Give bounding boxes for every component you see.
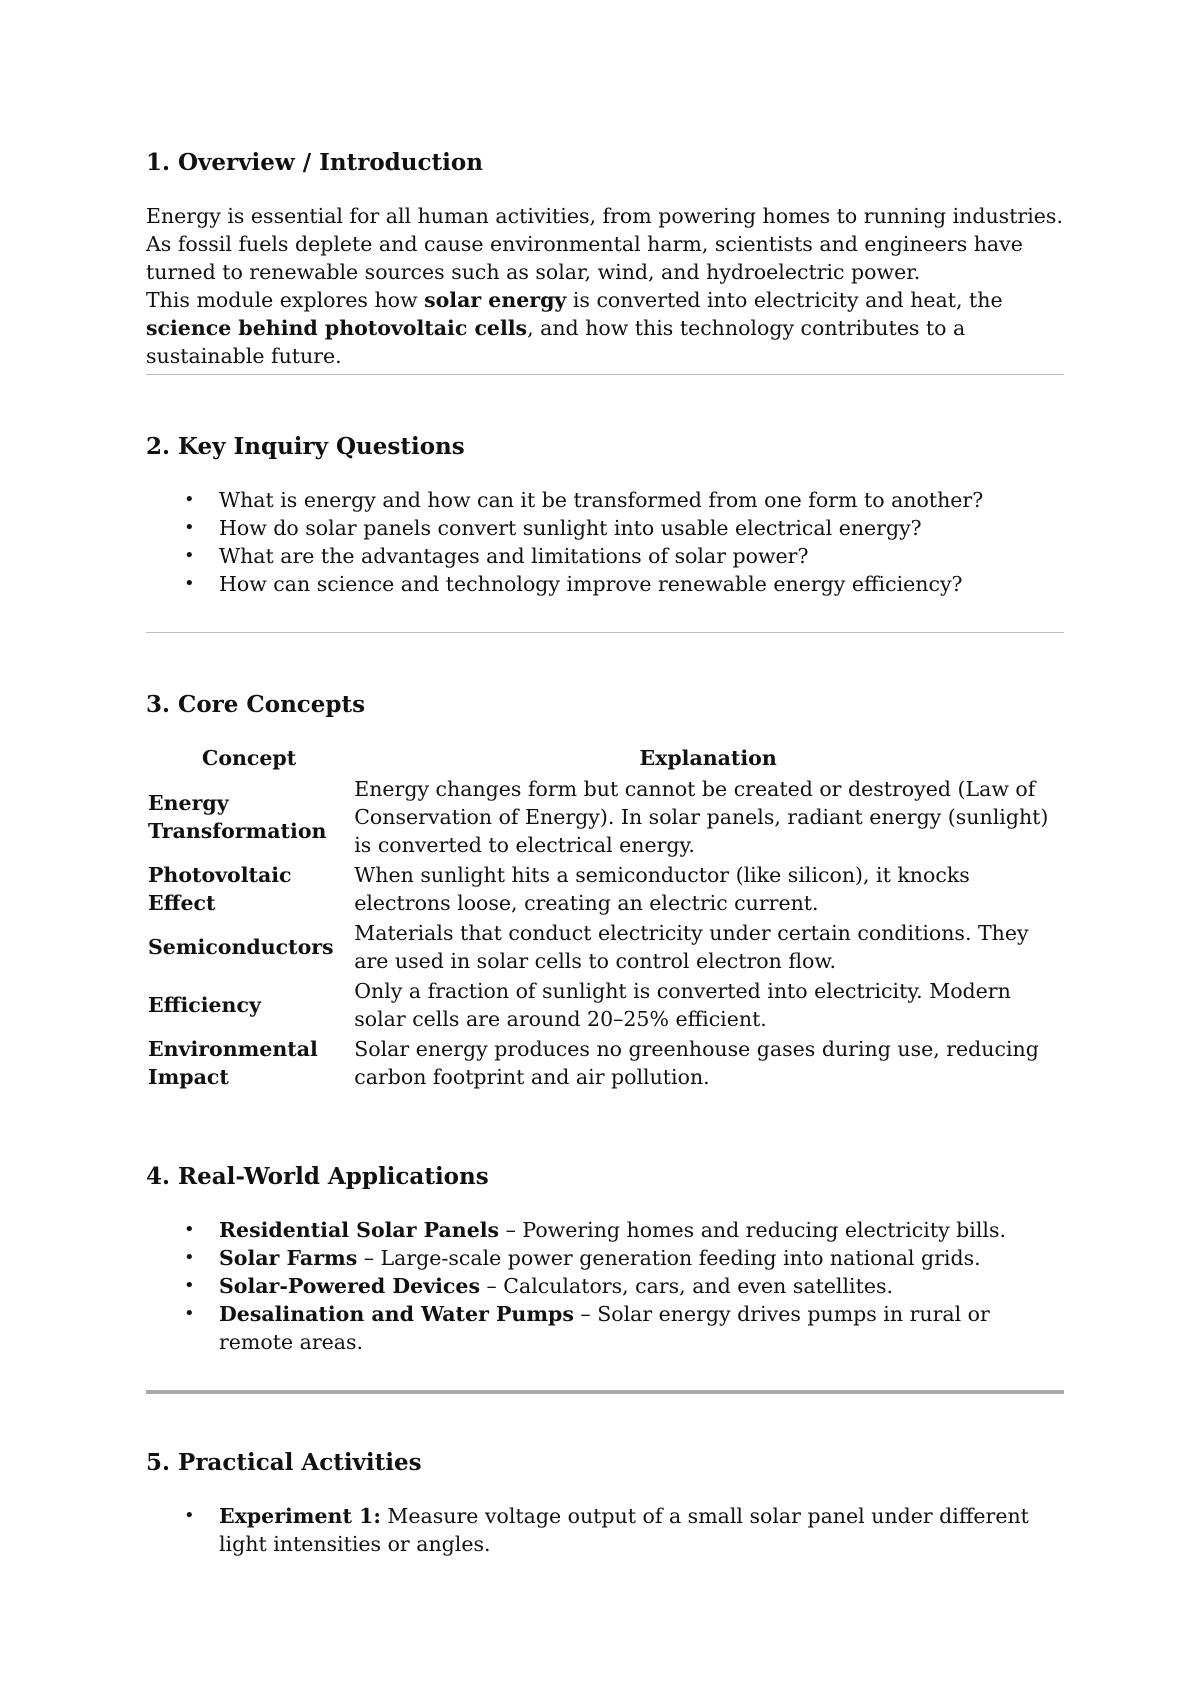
concept-cell: Semiconductors — [148, 935, 334, 959]
section-inquiry — [146, 432, 1064, 598]
table-row — [146, 774, 1064, 860]
section-divider — [146, 632, 1064, 633]
section-overview — [146, 148, 1064, 370]
bullet-icon: • — [184, 489, 195, 510]
bullet-icon: • — [184, 545, 195, 566]
bold-term: solar energy — [424, 288, 567, 312]
list-item — [146, 514, 1064, 542]
column-header-explanation: Explanation — [639, 746, 777, 770]
explanation-cell: Materials that conduct electricity under certain conditions. They are used in solar cells to control electron flow. — [354, 921, 1029, 973]
concept-cell: Photovoltaic Effect — [148, 863, 292, 915]
explanation-cell: Energy changes form but cannot be created or destroyed (Law of Conservation of Energy). In solar panels, radiant energy (sunlight) is converted to electrical energy. — [354, 777, 1049, 857]
list-item-text: – Solar energy drives pumps in rural or remote areas. — [219, 1302, 990, 1354]
text-run: is converted into electricity and heat, the — [566, 288, 1003, 312]
list-item-text: – Calculators, cars, and even satellites. — [480, 1274, 894, 1298]
bold-term: Experiment 1: — [219, 1504, 381, 1528]
list-item — [146, 1300, 1064, 1356]
section-heading: 5. Practical Activities — [146, 1449, 422, 1476]
bullet-icon: • — [184, 1303, 195, 1324]
bullet-icon: • — [184, 1275, 195, 1296]
overview-paragraph-2 — [146, 286, 1064, 370]
list-item-text: Measure voltage output of a small solar panel under different light intensities or angles. — [219, 1504, 1029, 1556]
inquiry-list — [146, 486, 1064, 598]
overview-paragraph-1: Energy is essential for all human activities, from powering homes to running industries. As fossil fuels deplete and cause environmental harm, scientists and engineers have turned to renewable sources such as solar, wind, and hydroelectric power. — [146, 204, 1063, 284]
table-row — [146, 976, 1064, 1034]
list-item — [146, 486, 1064, 514]
bullet-icon: • — [184, 1219, 195, 1240]
bold-term: science behind photovoltaic cells — [146, 316, 528, 340]
bullet-icon: • — [184, 517, 195, 538]
section-activities — [146, 1448, 1064, 1558]
section-divider — [146, 374, 1064, 375]
section-heading: 1. Overview / Introduction — [146, 149, 483, 176]
list-item-text: How do solar panels convert sunlight into usable electrical energy? — [219, 516, 922, 540]
section-heading: 3. Core Concepts — [146, 691, 366, 718]
section-core-concepts — [146, 690, 1064, 1092]
list-item-text: – Large-scale power generation feeding into national grids. — [357, 1246, 981, 1270]
column-header-concept: Concept — [202, 746, 297, 770]
concept-cell: Efficiency — [148, 993, 261, 1017]
list-item-text: How can science and technology improve renewable energy efficiency? — [219, 572, 963, 596]
list-item-text: – Powering homes and reducing electricity bills. — [499, 1218, 1006, 1242]
explanation-cell: Only a fraction of sunlight is converted into electricity. Modern solar cells are around 20–25% efficient. — [354, 979, 1011, 1031]
table-row — [146, 918, 1064, 976]
list-item-text: What is energy and how can it be transformed from one form to another? — [219, 488, 984, 512]
explanation-cell: When sunlight hits a semiconductor (like silicon), it knocks electrons loose, creating an electric current. — [354, 863, 970, 915]
list-item — [146, 542, 1064, 570]
bullet-icon: • — [184, 1247, 195, 1268]
activities-list — [146, 1502, 1064, 1558]
core-concepts-table — [146, 744, 1064, 1092]
table-row — [146, 860, 1064, 918]
section-divider — [146, 1390, 1064, 1394]
list-item — [146, 1502, 1064, 1558]
section-heading: 2. Key Inquiry Questions — [146, 433, 465, 460]
table-row — [146, 1034, 1064, 1092]
explanation-cell: Solar energy produces no greenhouse gases during use, reducing carbon footprint and air pollution. — [354, 1037, 1039, 1089]
bullet-icon: • — [184, 573, 195, 594]
text-run: This module explores how — [146, 288, 425, 312]
bullet-icon: • — [184, 1505, 195, 1526]
list-item — [146, 570, 1064, 598]
list-item-text: What are the advantages and limitations of solar power? — [219, 544, 809, 568]
concept-cell: Environmental Impact — [148, 1037, 318, 1089]
concept-cell: Energy Transformation — [148, 791, 327, 843]
bold-term: Residential Solar Panels — [219, 1218, 500, 1242]
applications-list — [146, 1216, 1064, 1356]
bold-term: Solar-Powered Devices — [219, 1274, 480, 1298]
text-run: , and how this technology contributes to a sustainable future. — [146, 316, 966, 368]
table-header-row — [146, 744, 1064, 774]
bold-term: Solar Farms — [219, 1246, 358, 1270]
section-applications — [146, 1162, 1064, 1356]
list-item — [146, 1216, 1064, 1244]
bold-term: Desalination and Water Pumps — [219, 1302, 574, 1326]
section-heading: 4. Real-World Applications — [146, 1163, 489, 1190]
list-item — [146, 1272, 1064, 1300]
list-item — [146, 1244, 1064, 1272]
